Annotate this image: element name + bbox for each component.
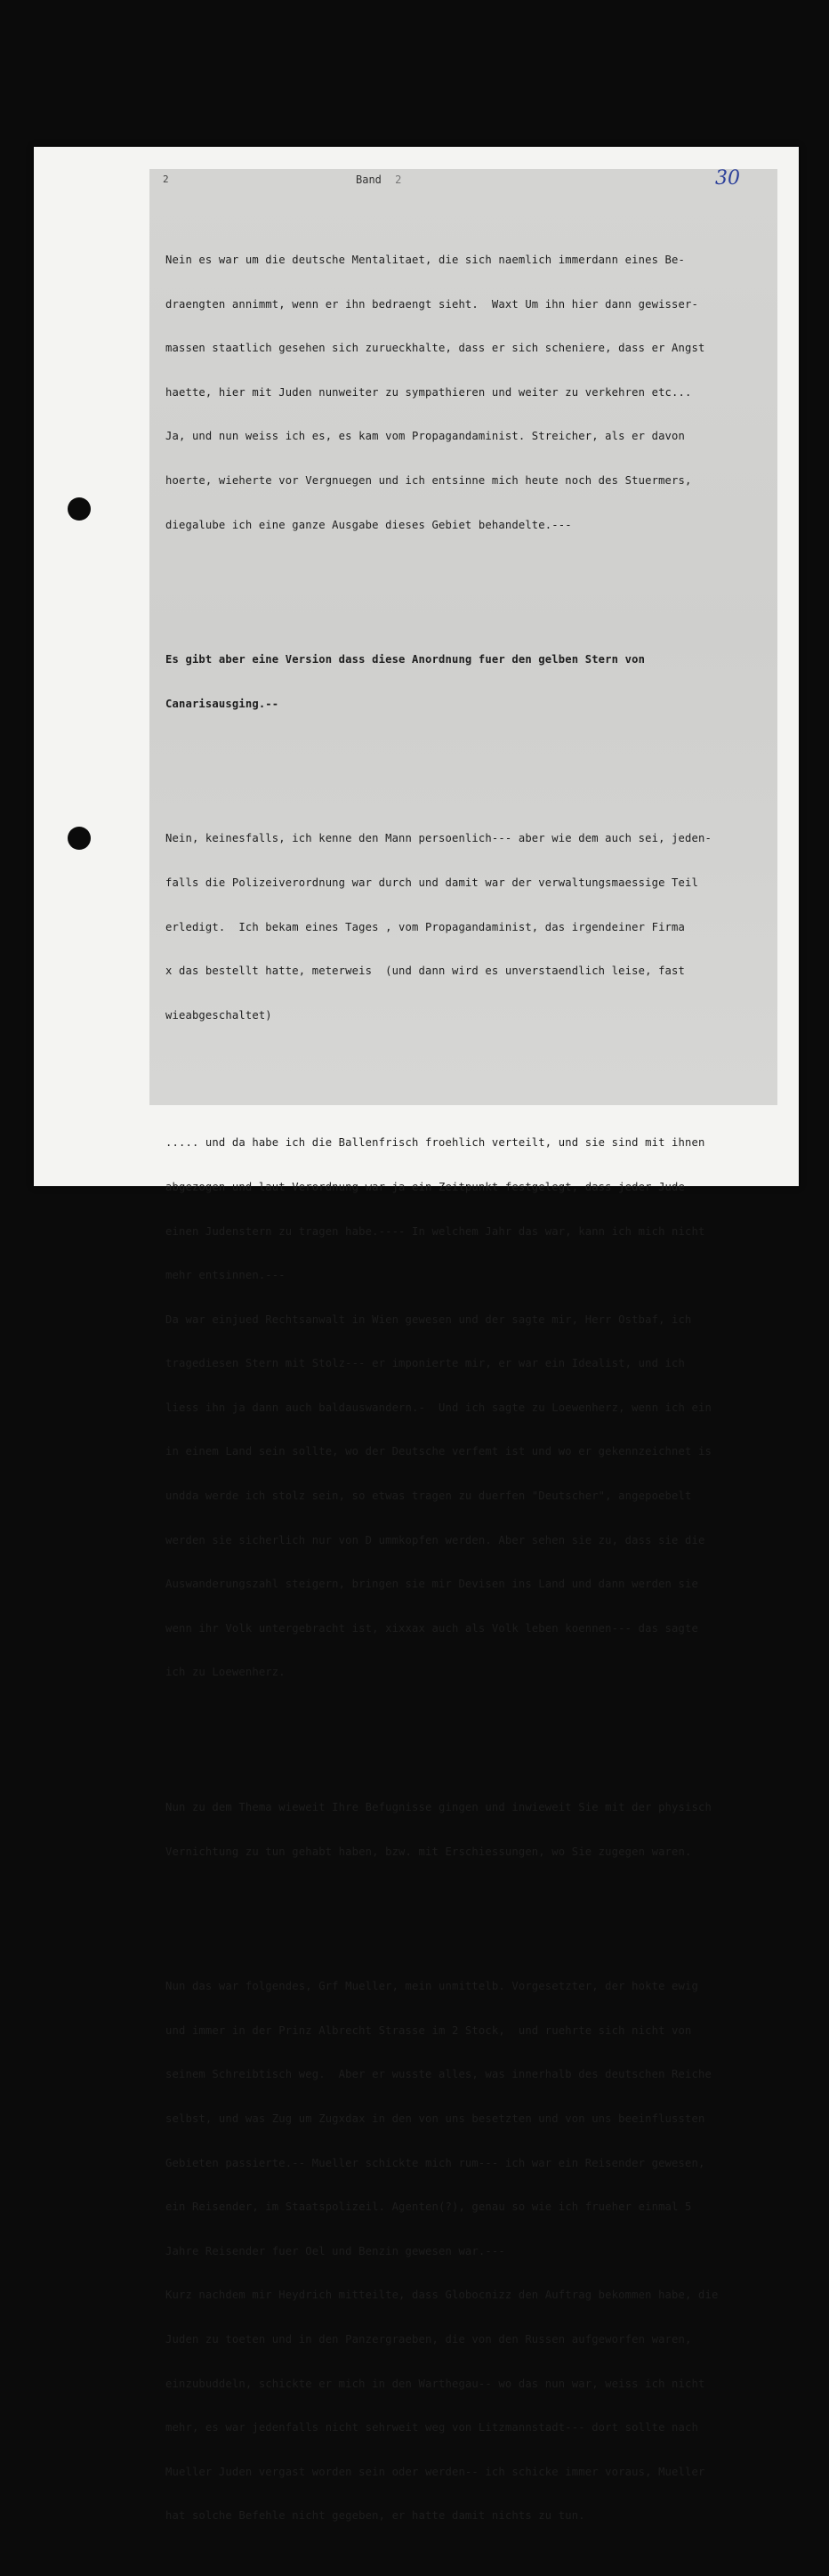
text-line: abgezogen und laut Verordnung war ja ein Zeitpunkt festgelegt, dass jeder Jude bbox=[165, 1180, 686, 1193]
paragraph-2 bbox=[165, 626, 779, 739]
text-line: diegalube ich eine ganze Ausgabe dieses Gebiet behandelte.--- bbox=[165, 518, 572, 531]
handwritten-page-number: 30 bbox=[715, 167, 740, 190]
text-line: x das bestellt hatte, meterweis (und dann wird es unverstaendlich leise, fast bbox=[165, 965, 686, 978]
text-line: ..... und da habe ich die Ballenfrisch froehlich verteilt, und sie sind mit ihnen bbox=[165, 1136, 705, 1150]
text-line: Nun das war folgendes, Grf Mueller, mein unmittelb. Vorgesetzter, der hokte ewig bbox=[165, 1980, 698, 1993]
text-line: Kurz nachdem mir Heydrich mitteilte, dass Globocnizz den Auftrag bekommen habe, die bbox=[165, 2289, 719, 2302]
text-line: haette, hier mit Juden nunweiter zu sympathieren und weiter zu verkehren etc... bbox=[165, 385, 692, 399]
text-line: mehr, es war jedenfalls nicht sehrweit weg von Litzmannstadt--- dort sollte nach bbox=[165, 2421, 698, 2435]
text-line: Da war einjued Rechtsanwalt in Wien gewesen und der sagte mir, Herr Ostbaf, ich bbox=[165, 1312, 692, 1326]
paragraph-3 bbox=[165, 804, 779, 1050]
photo-paper bbox=[34, 147, 799, 2523]
text-line: Es gibt aber eine Version dass diese Anordnung fuer den gelben Stern von bbox=[165, 653, 646, 666]
text-line: werden sie sicherlich nur von D ummkopfen werden. Aber sehen sie zu, dass sie die bbox=[165, 1533, 705, 1546]
text-line: hoerte, wieherte vor Vergnuegen und ich entsinne mich heute noch des Stuermers, bbox=[165, 473, 692, 487]
text-line: Gebieten passierte.-- Mueller schickte mich rum--- ich war ein Reisender gewesen, bbox=[165, 2156, 705, 2169]
text-line: wenn ihr Volk untergebracht ist, xixxax auch als Volk leben koennen--- das sagte bbox=[165, 1621, 698, 1635]
text-line: selbst, und was Zug um Zugxdax in den von uns besetzten und von uns beeinflussten bbox=[165, 2112, 705, 2125]
paragraph-6 bbox=[165, 1952, 779, 2551]
text-line: Nein, keinesfalls, ich kenne den Mann persoenlich--- aber wie dem auch sei, jeden- bbox=[165, 832, 712, 845]
paragraph-4 bbox=[165, 1109, 779, 1708]
text-line: liess ihn ja dann auch baldauswandern.- Und ich sagte zu Loewenherz, wenn ich ein bbox=[165, 1401, 712, 1414]
typed-text bbox=[165, 201, 779, 2576]
text-line: hat solche Befehle nicht gegeben, er hatte damit nichts zu tun. bbox=[165, 2509, 585, 2523]
document-print bbox=[149, 167, 777, 2523]
text-line: Ja, und nun weiss ich es, es kam vom Propagandaminist. Streicher, als er davon bbox=[165, 430, 686, 443]
text-line: falls die Polizeiverordnung war durch und damit war der verwaltungsmaessige Teil bbox=[165, 876, 698, 889]
text-line: Jahre Reisender fuer Oel und Benzin gewesen war.--- bbox=[165, 2244, 505, 2257]
text-line: Nun zu dem Thema wieweit Ihre Befugnisse gingen und inwieweit Sie mit der physisch bbox=[165, 1801, 712, 1814]
header-title-text: Band bbox=[356, 174, 382, 186]
text-line: und immer in der Prinz Albrecht Strasse im 2 Stock, und ruehrte sich nicht von bbox=[165, 2023, 692, 2037]
text-line: draengten annimmt, wenn er ihn bedraengt sieht. Waxt Um ihn hier dann gewisser- bbox=[165, 297, 698, 311]
text-line: Auswanderungszahl steigern, bringen sie mir Devisen ins Land und dann werden sie bbox=[165, 1578, 698, 1591]
text-line: undda werde ich stolz sein, so etwas tragen zu duerfen "Deutscher", angepoebelt bbox=[165, 1490, 692, 1503]
text-line: erledigt. Ich bekam eines Tages , vom Propagandaminist, das irgendeiner Firma bbox=[165, 920, 686, 933]
text-line: einen Judenstern zu tragen habe.---- In welchem Jahr das war, kann ich mich nicht bbox=[165, 1224, 705, 1238]
paragraph-5 bbox=[165, 1773, 779, 1886]
header-title-mark: 2 bbox=[395, 174, 402, 186]
text-line: mehr entsinnen.--- bbox=[165, 1269, 286, 1282]
punch-hole-bottom bbox=[68, 827, 91, 850]
paragraph-1 bbox=[165, 226, 779, 560]
page-marker: 2 bbox=[163, 174, 169, 185]
text-line: ein Reisender, im Staatspolizeil. Agenten(?), genau so wie ich frueher einmal 5 bbox=[165, 2201, 692, 2214]
header-title bbox=[356, 171, 401, 189]
text-line: Canarisausging.-- bbox=[165, 697, 279, 710]
text-line: Vernichtung zu tun gehabt haben, bzw. mit Erschiessungen, wo Sie zugegen waren. bbox=[165, 1845, 692, 1858]
punch-hole-top bbox=[68, 497, 91, 521]
text-line: Mueller Juden vergast worden sein oder werden-- ich schicke immer voraus, Mueller bbox=[165, 2465, 705, 2478]
text-line: seinem Schreibtisch weg. Aber er wusste alles, was innerhalb des deutschen Reiche bbox=[165, 2068, 712, 2081]
text-line: wieabgeschaltet) bbox=[165, 1008, 272, 1022]
text-line: Juden zu toeten und in den Panzergraeben, die von den Russen aufgeworfen waren, bbox=[165, 2332, 692, 2346]
text-line: Nein es war um die deutsche Mentalitaet, die sich naemlich immerdann eines Be- bbox=[165, 254, 686, 266]
text-line: tragediesen Stern mit Stolz--- er imponierte mir, er war ein Idealist, und ich bbox=[165, 1357, 686, 1370]
text-line: in einem Land sein sollte, wo der Deutsche verfemt ist und wo er gekennzeichnet is bbox=[165, 1445, 712, 1458]
text-line: ich zu Loewenherz. bbox=[165, 1666, 286, 1679]
text-line: massen staatlich gesehen sich zurueckhalte, dass er sich scheniere, dass er Angst bbox=[165, 342, 705, 355]
text-line: einzubuddeln, schickte er mich in den Warthegau-- wo das nun war, weiss ich nicht bbox=[165, 2377, 705, 2390]
